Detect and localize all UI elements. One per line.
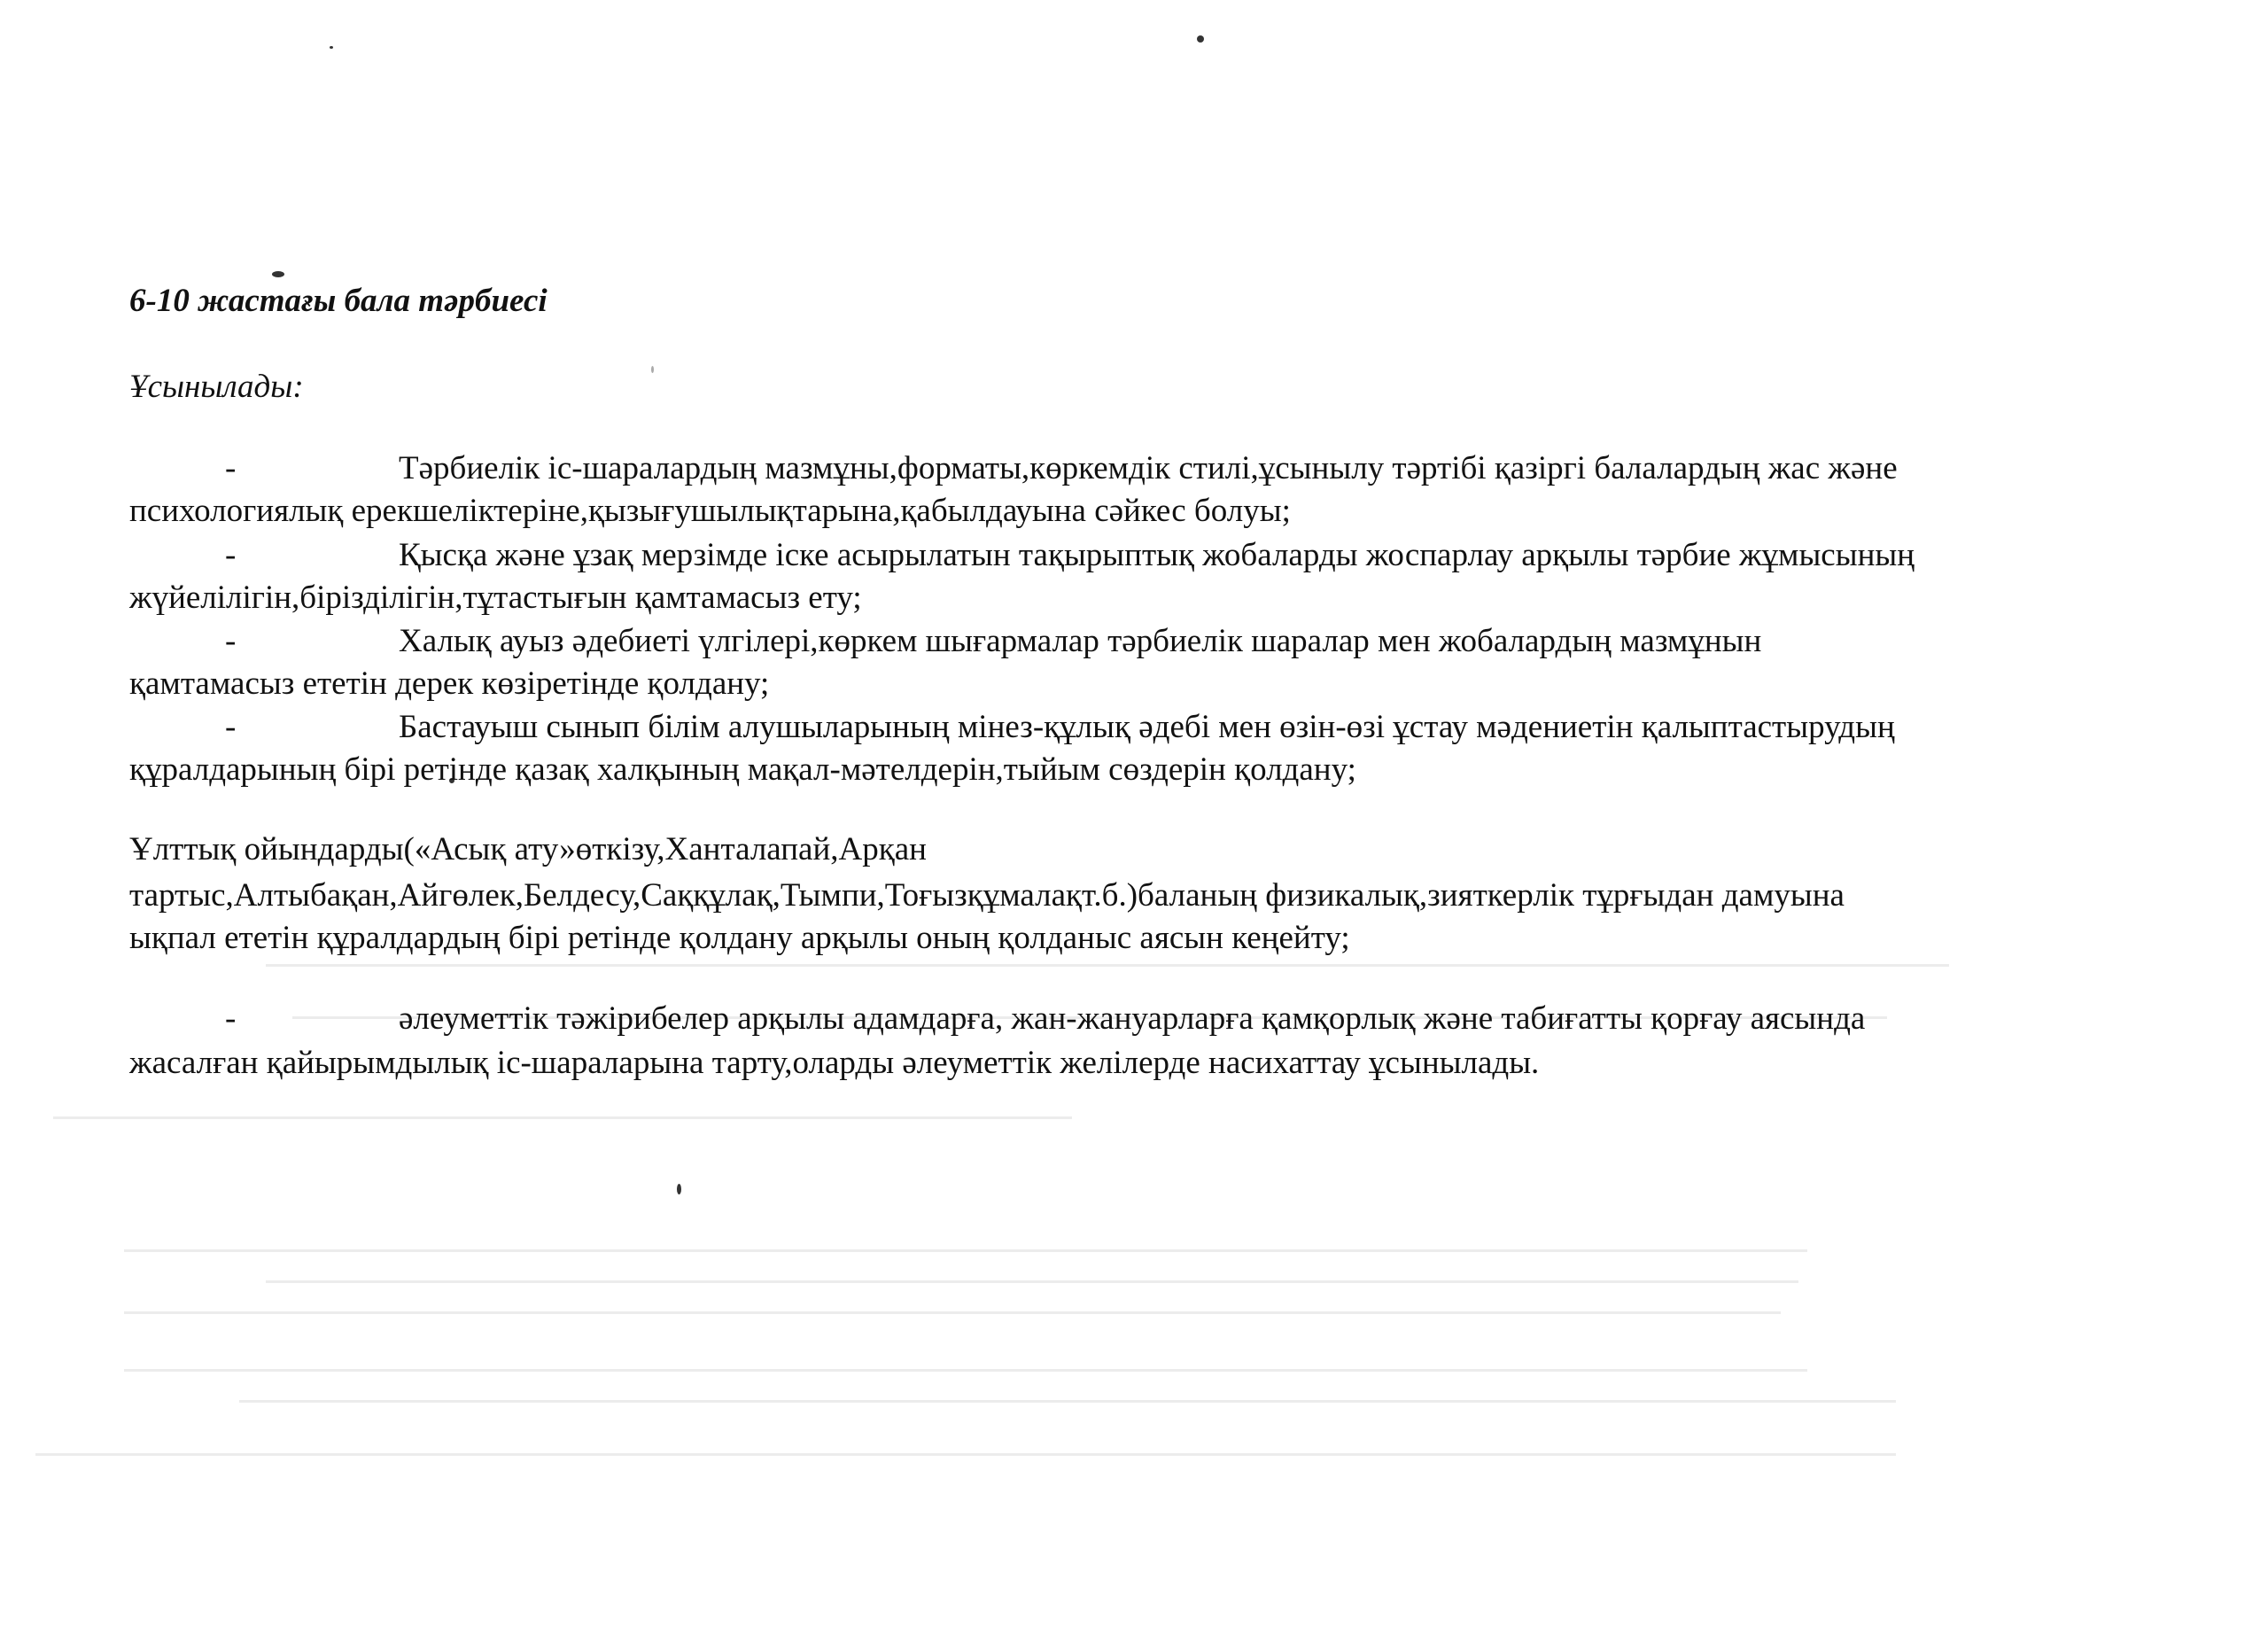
bleed-through-line	[53, 1116, 1072, 1119]
bleed-through-line	[124, 1249, 1807, 1252]
bullet-dash: -	[225, 450, 237, 486]
scan-speck	[651, 366, 654, 373]
document-title: 6-10 жастағы бала тәрбиесі	[129, 283, 548, 319]
bullet-dash: -	[225, 537, 237, 573]
bleed-through-line	[35, 1453, 1896, 1456]
list-item-line: Тәрбиелік іс-шаралардың мазмұны,форматы,көркемдік стилі,ұсынылу тәртібі қазіргі балалардың жас және	[399, 450, 1898, 486]
scan-speck	[272, 271, 284, 277]
bleed-through-line	[239, 1400, 1896, 1403]
scan-speck	[330, 46, 333, 49]
paragraph-line: тартыс,Алтыбақан,Айгөлек,Белдесу,Саққұлақ,Тымпи,Тоғызқұмалақт.б.)баланың физикалық,зияткерлік тұрғыдан дамуына	[129, 877, 1845, 914]
list-item-line: жүйелілігін,біріздiлігін,тұтастығын қамтамасыз ету;	[129, 579, 862, 616]
list-item-line: жасалған қайырымдылық іс-шараларына тарту,оларды әлеуметтік желілерде насихаттау ұсынылады.	[129, 1045, 1540, 1081]
list-item-line: әлеуметтік тәжірибелер арқылы адамдарға, жан-жануарларға қамқорлық және табиғатты қорғау аясында	[399, 1000, 1866, 1037]
paragraph-line: Ұлттық ойындарды(«Асық ату»өткізу,Ханталапай,Арқан	[129, 831, 927, 867]
bleed-through-line	[124, 1369, 1807, 1372]
bullet-dash: -	[225, 1000, 237, 1037]
list-item-line: құралдарының бірі ретінде қазақ халқының мақал-мәтелдерін,тыйым сөздерін қолдану;	[129, 751, 1356, 788]
document-subtitle: Ұсынылады:	[129, 369, 304, 405]
scan-speck	[677, 1184, 681, 1194]
list-item-line: Халық ауыз әдебиеті үлгілері,көркем шығармалар тәрбиелік шаралар мен жобалардың мазмұнын	[399, 623, 1762, 659]
bullet-dash: -	[225, 623, 237, 659]
list-item-line: психологиялық ерекшеліктеріне,қызығушылықтарына,қабылдауына сәйкес болуы;	[129, 493, 1291, 529]
list-item-line: Бастауыш сынып білім алушыларының мінез-құлық әдебі мен өзін-өзі ұстау мәдениетін қалыптастырудың	[399, 709, 1895, 745]
list-item-line: қамтамасыз ететін дерек көзіретінде қолдану;	[129, 665, 770, 702]
list-item-line: Қысқа және ұзақ мерзімде іске асырылатын тақырыптық жобаларды жоспарлау арқылы тәрбие жұмысының	[399, 537, 1915, 573]
scan-speck	[1197, 35, 1204, 43]
bleed-through-line	[266, 964, 1949, 967]
bleed-through-line	[266, 1280, 1798, 1283]
bleed-through-line	[124, 1311, 1781, 1314]
bullet-dash: -	[225, 709, 237, 745]
paragraph-line: ықпал ететін құралдардың бірі ретінде қолдану арқылы оның қолданыс аясын кеңейту;	[129, 920, 1350, 956]
